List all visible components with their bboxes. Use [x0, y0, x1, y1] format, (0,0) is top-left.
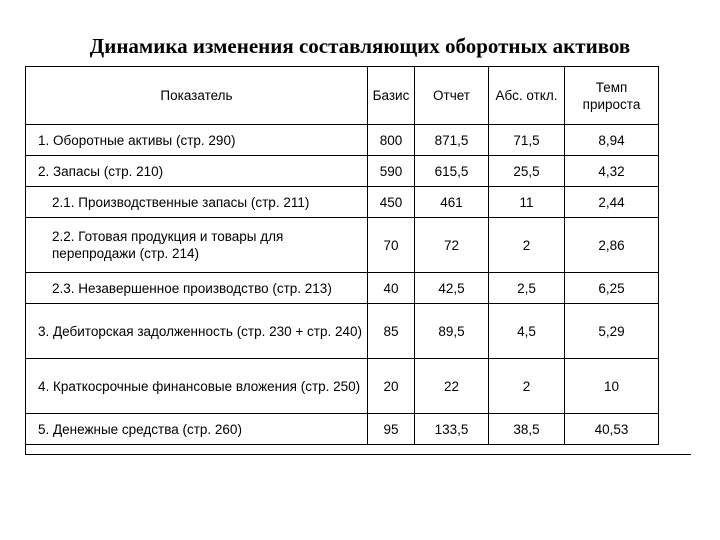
table-row	[26, 218, 659, 273]
basis-cell: 800	[368, 125, 415, 156]
report-cell: 133,5	[415, 414, 489, 445]
basis-cell: 20	[368, 359, 415, 414]
growth-rate-cell: 8,94	[565, 125, 659, 156]
report-cell: 461	[415, 187, 489, 218]
row-label: 2.3. Незавершенное производство (стр. 213)	[26, 273, 368, 304]
abs-deviation-cell: 38,5	[489, 414, 565, 445]
abs-deviation-cell: 11	[489, 187, 565, 218]
report-cell: 72	[415, 218, 489, 273]
page-title: Динамика изменения составляющих оборотных активов	[89, 34, 631, 58]
growth-rate-cell: 5,29	[565, 304, 659, 359]
growth-rate-cell: 2,86	[565, 218, 659, 273]
table-row	[26, 304, 659, 359]
report-cell: 615,5	[415, 156, 489, 187]
basis-cell: 70	[368, 218, 415, 273]
basis-cell: 40	[368, 273, 415, 304]
col-header-report: Отчет	[415, 67, 489, 125]
current-assets-table	[25, 66, 659, 445]
table-row	[26, 414, 659, 445]
table-row	[26, 125, 659, 156]
row-label: 4. Краткосрочные финансовые вложения (стр. 250)	[26, 359, 368, 414]
row-label: 3. Дебиторская задолженность (стр. 230 + стр. 240)	[26, 304, 368, 359]
table-row	[26, 273, 659, 304]
row-label: 2. Запасы (стр. 210)	[26, 156, 368, 187]
growth-rate-cell: 10	[565, 359, 659, 414]
row-label: 1. Оборотные активы (стр. 290)	[26, 125, 368, 156]
abs-deviation-cell: 2	[489, 218, 565, 273]
col-header-basis: Базис	[368, 67, 415, 125]
abs-deviation-cell: 4,5	[489, 304, 565, 359]
growth-rate-cell: 40,53	[565, 414, 659, 445]
row-label: 2.1. Производственные запасы (стр. 211)	[26, 187, 368, 218]
abs-deviation-cell: 71,5	[489, 125, 565, 156]
basis-cell: 590	[368, 156, 415, 187]
abs-deviation-cell: 2	[489, 359, 565, 414]
abs-deviation-cell: 25,5	[489, 156, 565, 187]
table-header-row	[26, 67, 659, 125]
basis-cell: 450	[368, 187, 415, 218]
col-header-abs-deviation: Абс. откл.	[489, 67, 565, 125]
basis-cell: 85	[368, 304, 415, 359]
report-cell: 89,5	[415, 304, 489, 359]
row-label: 2.2. Готовая продукция и товары для перепродажи (стр. 214)	[26, 218, 368, 273]
report-cell: 42,5	[415, 273, 489, 304]
growth-rate-cell: 2,44	[565, 187, 659, 218]
col-header-growth-rate: Темп прироста	[565, 67, 659, 125]
report-cell: 22	[415, 359, 489, 414]
abs-deviation-cell: 2,5	[489, 273, 565, 304]
basis-cell: 95	[368, 414, 415, 445]
row-label: 5. Денежные средства (стр. 260)	[26, 414, 368, 445]
report-cell: 871,5	[415, 125, 489, 156]
table-row	[26, 187, 659, 218]
table-row	[26, 359, 659, 414]
table-row	[26, 156, 659, 187]
col-header-indicator: Показатель	[26, 67, 368, 125]
growth-rate-cell: 4,32	[565, 156, 659, 187]
growth-rate-cell: 6,25	[565, 273, 659, 304]
